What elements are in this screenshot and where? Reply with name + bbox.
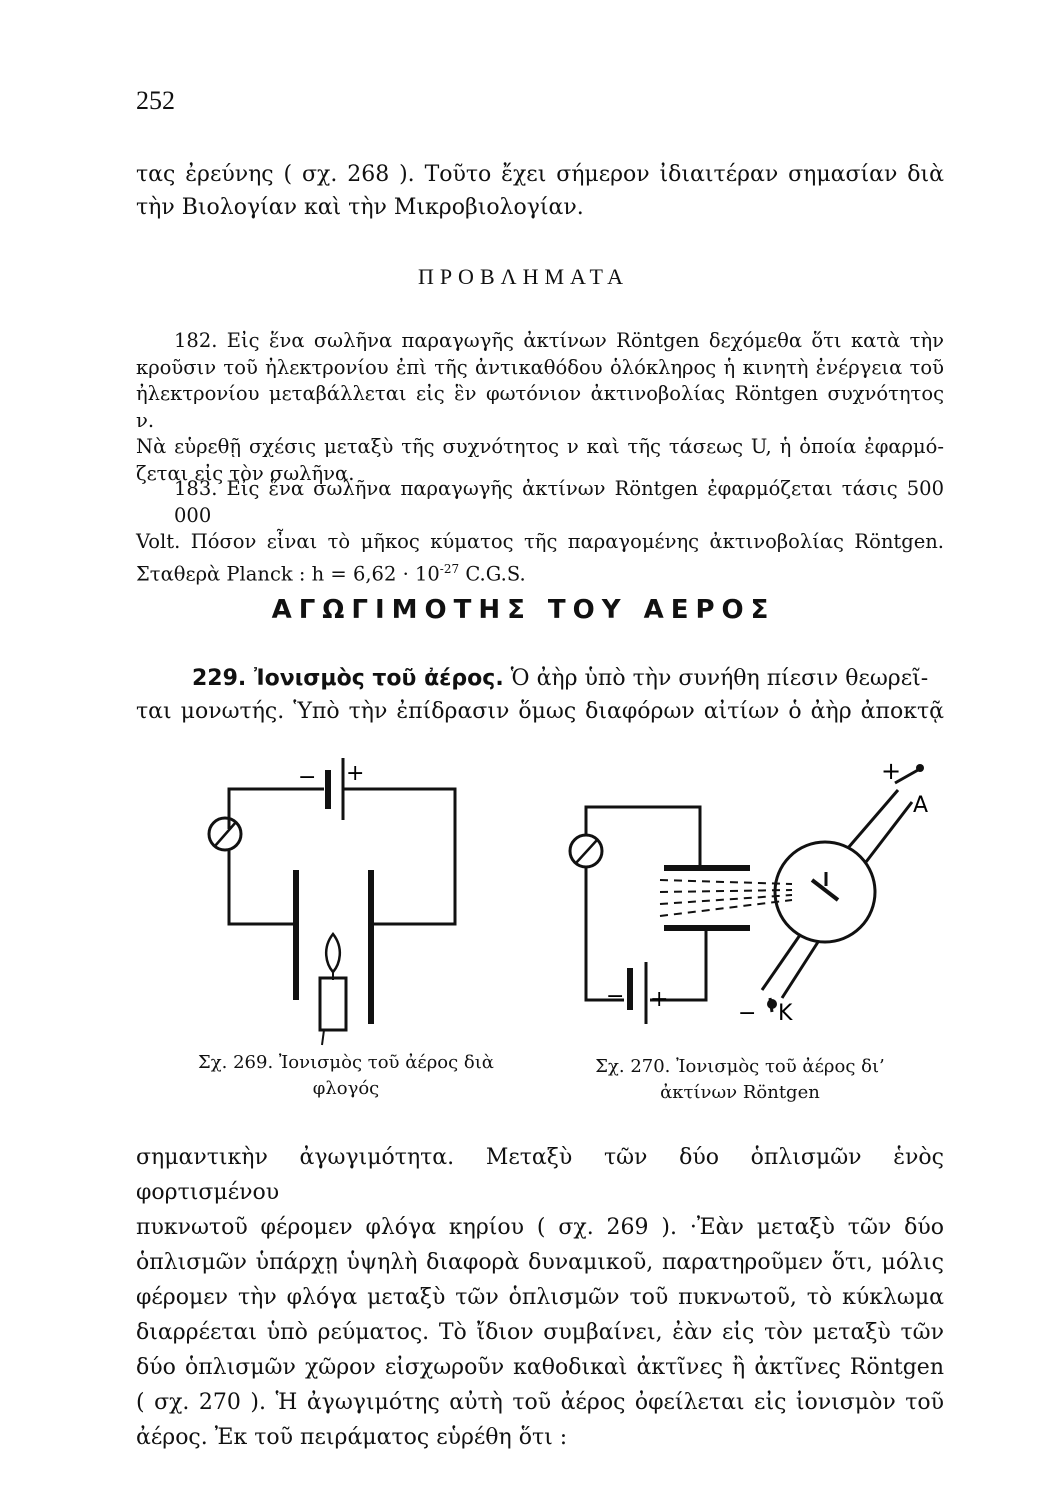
fig270-caption-line1: Σχ. 270. Ἰονισμὸς τοῦ ἀέρος δι’ <box>595 1056 885 1077</box>
fig269-drip <box>322 1030 324 1045</box>
planck-units: C.G.S. <box>459 562 526 585</box>
intro-line: τας ἐρεύνης ( σχ. 268 ). Τοῦτο ἔχει σήμερον ἰδιαιτέραν σημασίαν διὰ <box>136 162 944 187</box>
fig270-anode-terminal <box>916 764 924 772</box>
fig270-needle <box>576 840 597 863</box>
fig269-needle <box>215 822 236 846</box>
fig269-flame <box>326 934 340 972</box>
fig269-candle <box>320 978 346 1030</box>
section-line: Ὁ ἀὴρ ὑπὸ τὴν συνήθη πίεσιν θεωρεῖ- <box>503 666 929 691</box>
fig270-plus: + <box>650 987 669 1012</box>
fig270-cathode-terminal <box>767 999 777 1009</box>
problem-line: 183. Εἰς ἕνα σωλῆνα παραγωγῆς ἀκτίνων Röntgen ἐφαρμόζεται τάσις 500 000 <box>174 477 944 527</box>
body-paragraph <box>136 1140 944 1455</box>
fig270-wire-left <box>586 867 624 1000</box>
section-line: ται μονωτής. Ὑπὸ τὴν ἐπίδρασιν ὅμως διαφόρων αἰτίων ὁ ἀὴρ ἀποκτᾷ <box>136 699 944 724</box>
fig270-cathode-arm-a <box>762 935 800 990</box>
fig270-tube-minus: − <box>738 1001 757 1026</box>
problem-line: ζεται εἰς τὸν σωλῆνα. <box>136 461 355 485</box>
problems-title: ΠΡΟΒΛΗΜΑΤΑ <box>417 264 630 289</box>
problem-line: ἠλεκτρονίου μεταβάλλεται εἰς ἓν φωτόνιον ἀκτινοβολίας Röntgen συχνότητος ν. <box>136 382 944 432</box>
fig269-caption-line2: φλογός <box>312 1078 380 1099</box>
body-line: διαρρέεται ὑπὸ ρεύματος. Τὸ ἴδιον συμβαίνει, ἐὰν εἰς τὸν μεταξὺ τῶν <box>136 1320 944 1345</box>
problem-line: Volt. Πόσον εἶναι τὸ μῆκος κύματος τῆς παραγομένης ἀκτινοβολίας Röntgen. <box>136 530 944 553</box>
body-line: φέρομεν τὴν φλόγα μεταξὺ τῶν ὁπλισμῶν τοῦ πυκνωτοῦ, τὸ κύκλωμα <box>136 1285 944 1310</box>
fig269-wire-right <box>344 789 455 924</box>
fig270-caption <box>570 1054 910 1106</box>
section-heading: Ἰονισμὸς τοῦ ἀέρος. <box>253 666 504 691</box>
page-number: 252 <box>136 86 175 115</box>
section-number: 229. <box>192 666 254 691</box>
planck-text: Σταθερὰ Planck : h = 6,62 · 10 <box>136 562 440 585</box>
body-line: σημαντικὴν ἀγωγιμότητα. Μεταξὺ τῶν δύο ὁπλισμῶν ἑνὸς φορτισμένου <box>136 1145 944 1205</box>
problem-line: 182. Εἰς ἕνα σωλῆνα παραγωγῆς ἀκτίνων Röntgen δεχόμεθα ὅτι κατὰ τὴν <box>174 329 944 352</box>
fig269-wire-left <box>229 789 324 829</box>
fig269-wire-bottom <box>229 850 294 924</box>
body-line: ἀέρος. Ἐκ τοῦ πειράματος εὑρέθη ὅτι : <box>136 1425 568 1450</box>
fig270-minus: − <box>606 984 625 1009</box>
fig269-plus: + <box>346 761 365 786</box>
fig269-circuit <box>209 758 455 1045</box>
body-line: ὁπλισμῶν ὑπάρχῃ ὑψηλὴ διαφορὰ δυναμικοῦ, παρατηροῦμεν ὅτι, μόλις <box>136 1250 944 1275</box>
fig269-caption-line1: Σχ. 269. Ἰονισμὸς τοῦ ἀέρος διὰ <box>198 1052 494 1073</box>
fig269-minus: − <box>298 765 317 790</box>
fig269-caption <box>160 1050 532 1102</box>
fig270-anode-arm-b <box>866 802 912 862</box>
fig270-label-a: A <box>913 793 929 818</box>
fig270-label-k: K <box>778 1001 793 1026</box>
fig270-caption-line2: ἀκτίνων Röntgen <box>660 1082 820 1103</box>
chapter-title: ΑΓΩΓΙΜΟΤΗΣ ΤΟΥ ΑΕΡΟΣ <box>271 595 776 625</box>
intro-line: τὴν Βιολογίαν καὶ τὴν Μικροβιολογίαν. <box>136 195 584 220</box>
fig270-wire-top <box>586 807 700 868</box>
fig270-tube-plus: + <box>881 757 902 785</box>
planck-exponent: -27 <box>439 561 460 576</box>
body-line: πυκνωτοῦ φέρομεν φλόγα κηρίου ( σχ. 269 ). ·Ἐὰν μεταξὺ τῶν δύο <box>136 1215 944 1240</box>
body-line: δύο ὁπλισμῶν χῶρον εἰσχωροῦν καθοδικαὶ ἀκτῖνες ἢ ἀκτῖνες Röntgen <box>136 1355 944 1380</box>
problem-line: Νὰ εὑρεθῇ σχέσις μεταξὺ τῆς συχνότητος ν καὶ τῆς τάσεως U, ἡ ὁποία ἐφαρμό- <box>136 435 944 458</box>
fig270-cathode-arm-b <box>782 942 818 998</box>
fig270-rays <box>660 880 792 916</box>
body-line: ( σχ. 270 ). Ἡ ἀγωγιμότης αὐτὴ τοῦ ἀέρος ὀφείλεται εἰς ἰονισμὸν τοῦ <box>136 1390 944 1415</box>
fig270-anode-arm-a <box>848 790 898 848</box>
problem-line: κροῦσιν τοῦ ἠλεκτρονίου ἐπὶ τῆς ἀντικαθόδου ὁλόκληρος ἡ κινητὴ ἐνέργεια τοῦ <box>136 355 944 379</box>
